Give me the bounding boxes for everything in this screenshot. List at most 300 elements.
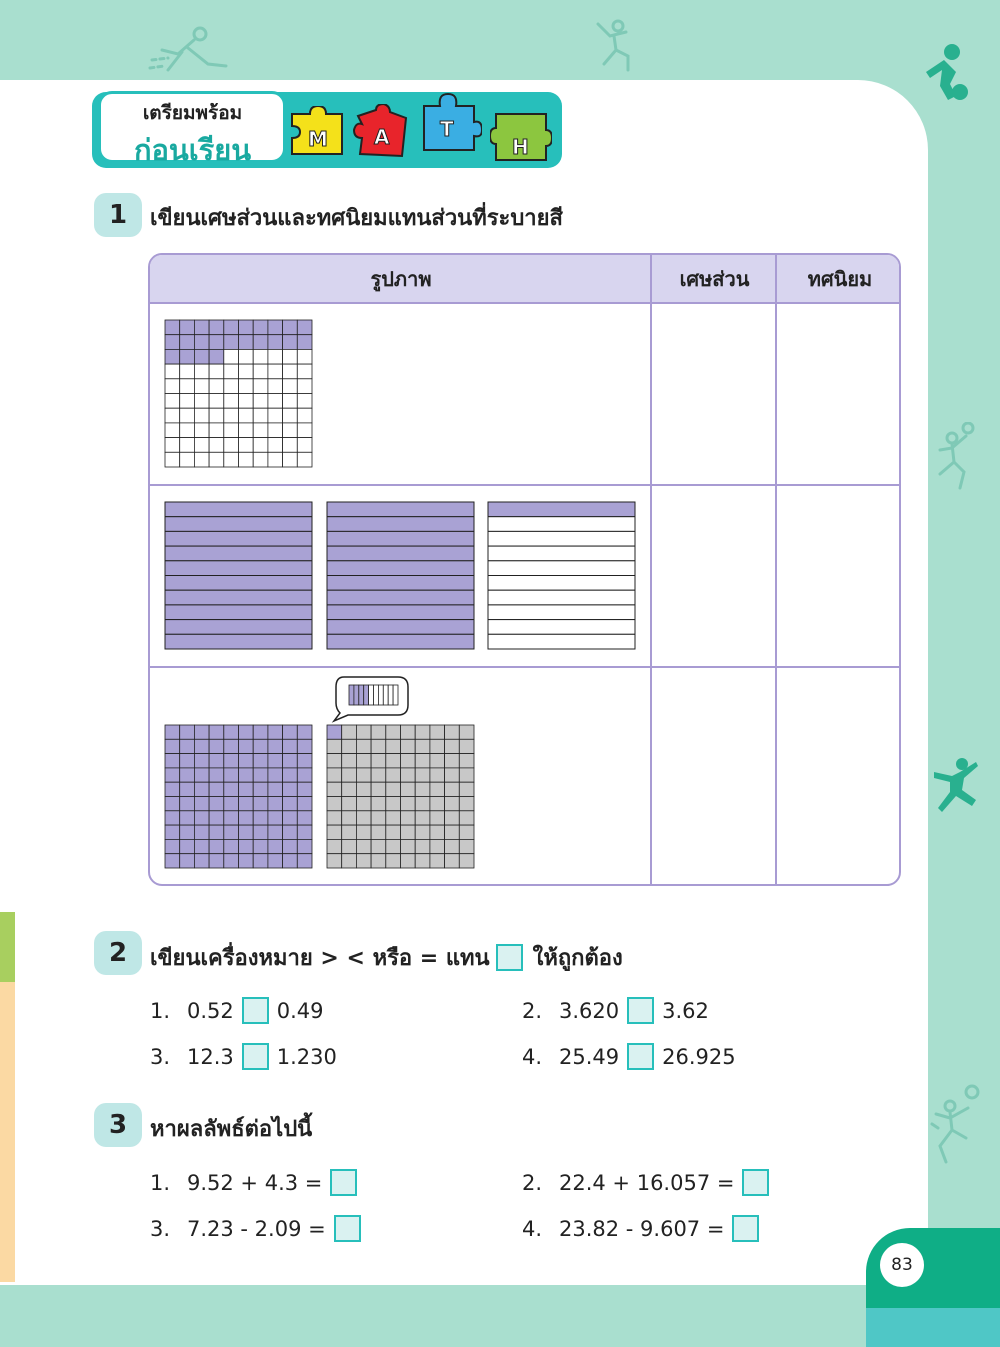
grid-cell bbox=[268, 364, 283, 379]
row3-hundred-grid-full bbox=[164, 724, 313, 869]
grid-cell bbox=[209, 394, 224, 409]
shaded-cell bbox=[194, 349, 209, 364]
grid-cell bbox=[445, 725, 460, 739]
grid-cell bbox=[327, 825, 342, 839]
grid-cell bbox=[180, 438, 195, 453]
shaded-cell bbox=[239, 825, 254, 839]
header-decimal: ทศนิยม bbox=[777, 255, 901, 302]
grid-cell bbox=[327, 797, 342, 811]
puzzle-h-icon bbox=[490, 108, 552, 164]
shaded-strip bbox=[327, 590, 474, 605]
grid-cell bbox=[371, 797, 386, 811]
q3-item-1-answer-box[interactable] bbox=[330, 1169, 357, 1196]
grid-cell bbox=[356, 825, 371, 839]
grid-cell bbox=[386, 725, 401, 739]
q2-item-3-answer-box[interactable] bbox=[242, 1043, 269, 1070]
row2-strip-bar-3 bbox=[487, 501, 636, 650]
grid-cell bbox=[268, 394, 283, 409]
fraction-answer-cell-1[interactable] bbox=[654, 305, 774, 483]
strip bbox=[488, 561, 635, 576]
shaded-cell bbox=[209, 825, 224, 839]
grid-cell bbox=[445, 739, 460, 753]
q2-item-1-left: 0.52 bbox=[187, 998, 234, 1023]
grid-cell bbox=[459, 768, 474, 782]
grid-cell bbox=[342, 739, 357, 753]
shaded-cell bbox=[165, 839, 180, 853]
grid-cell bbox=[283, 364, 298, 379]
shaded-strip bbox=[327, 576, 474, 591]
grid-cell bbox=[253, 349, 268, 364]
shaded-cell bbox=[180, 811, 195, 825]
grid-cell bbox=[297, 438, 312, 453]
grid-cell bbox=[445, 839, 460, 853]
header-subtitle: เตรียมพร้อม bbox=[142, 102, 243, 124]
grid-cell bbox=[194, 394, 209, 409]
shaded-cell bbox=[268, 825, 283, 839]
grid-cell bbox=[239, 438, 254, 453]
shaded-cell bbox=[283, 739, 298, 753]
grid-cell bbox=[371, 811, 386, 825]
shaded-cell bbox=[180, 839, 195, 853]
shaded-strip bbox=[165, 576, 312, 591]
grid-cell bbox=[194, 408, 209, 423]
shaded-cell bbox=[268, 854, 283, 868]
puzzle-a-icon bbox=[352, 104, 412, 162]
grid-cell bbox=[239, 394, 254, 409]
q2-item-1-right: 0.49 bbox=[276, 998, 324, 1023]
strip bbox=[488, 605, 635, 620]
grid-cell bbox=[430, 811, 445, 825]
shaded-cell bbox=[283, 725, 298, 739]
grid-cell bbox=[268, 349, 283, 364]
grid-cell bbox=[297, 364, 312, 379]
grid-cell bbox=[194, 438, 209, 453]
grid-cell bbox=[371, 854, 386, 868]
shaded-cell bbox=[253, 811, 268, 825]
grid-cell bbox=[194, 452, 209, 467]
shaded-cell bbox=[180, 739, 195, 753]
grid-cell bbox=[297, 379, 312, 394]
bottom-band bbox=[0, 1285, 1000, 1347]
decimal-answer-cell-1[interactable] bbox=[779, 305, 901, 483]
shaded-cell bbox=[165, 811, 180, 825]
shaded-cell bbox=[283, 854, 298, 868]
grid-cell bbox=[194, 364, 209, 379]
grid-cell bbox=[459, 725, 474, 739]
q2-item-4-number: 4. bbox=[522, 1044, 543, 1069]
grid-cell bbox=[224, 349, 239, 364]
shaded-cell bbox=[283, 335, 298, 350]
grid-cell bbox=[445, 825, 460, 839]
shaded-cell bbox=[209, 754, 224, 768]
shaded-cell bbox=[239, 854, 254, 868]
grid-cell bbox=[327, 768, 342, 782]
q3-item-3-expression: 7.23 - 2.09 = bbox=[187, 1216, 326, 1241]
shaded-strip bbox=[165, 590, 312, 605]
shaded-cell bbox=[268, 739, 283, 753]
shaded-cell bbox=[239, 725, 254, 739]
shaded-cell bbox=[239, 797, 254, 811]
shaded-cell bbox=[180, 782, 195, 796]
shaded-cell bbox=[209, 854, 224, 868]
shaded-cell bbox=[253, 839, 268, 853]
grid-cell bbox=[401, 797, 416, 811]
shaded-strip bbox=[165, 546, 312, 561]
grid-cell bbox=[268, 452, 283, 467]
grid-cell bbox=[459, 782, 474, 796]
shaded-cell bbox=[180, 349, 195, 364]
grid-cell bbox=[386, 754, 401, 768]
q3-item-1 bbox=[150, 1169, 357, 1196]
shaded-cell bbox=[297, 797, 312, 811]
q2-item-4-left: 25.49 bbox=[559, 1044, 620, 1069]
grid-cell bbox=[209, 364, 224, 379]
row2-strip-bar-2 bbox=[326, 501, 475, 650]
q3-item-2 bbox=[522, 1169, 769, 1196]
shaded-cell bbox=[165, 320, 180, 335]
shaded-cell bbox=[268, 811, 283, 825]
shaded-cell bbox=[253, 797, 268, 811]
grid-cell bbox=[342, 825, 357, 839]
grid-cell bbox=[401, 839, 416, 853]
shaded-cell bbox=[224, 320, 239, 335]
shaded-cell bbox=[165, 768, 180, 782]
question-2-title-pre: เขียนเครื่องหมาย > < หรือ = แทน bbox=[150, 946, 490, 971]
bubble-cell bbox=[359, 685, 364, 705]
grid-cell bbox=[459, 825, 474, 839]
strip bbox=[488, 546, 635, 561]
shaded-strip bbox=[327, 517, 474, 532]
grid-cell bbox=[430, 854, 445, 868]
shaded-cell bbox=[297, 782, 312, 796]
q3-item-2-answer-box[interactable] bbox=[742, 1169, 769, 1196]
bubble-cell bbox=[374, 685, 379, 705]
grid-cell bbox=[386, 854, 401, 868]
grid-cell bbox=[180, 364, 195, 379]
grid-cell bbox=[165, 408, 180, 423]
grid-cell bbox=[386, 768, 401, 782]
question-3-number: 3 bbox=[94, 1103, 142, 1147]
shaded-cell bbox=[224, 811, 239, 825]
shaded-cell bbox=[253, 335, 268, 350]
grid-cell bbox=[297, 394, 312, 409]
grid-cell bbox=[459, 811, 474, 825]
shaded-strip bbox=[165, 502, 312, 517]
grid-cell bbox=[342, 797, 357, 811]
shaded-cell bbox=[253, 854, 268, 868]
grid-cell bbox=[386, 811, 401, 825]
grid-cell bbox=[371, 725, 386, 739]
shaded-cell bbox=[194, 825, 209, 839]
shaded-cell bbox=[209, 797, 224, 811]
player-silhouette-icon bbox=[912, 42, 972, 104]
grid-cell bbox=[459, 739, 474, 753]
shaded-cell bbox=[253, 754, 268, 768]
q3-item-4-expression: 23.82 - 9.607 = bbox=[559, 1216, 725, 1241]
grid-cell bbox=[283, 379, 298, 394]
grid-cell bbox=[401, 754, 416, 768]
grid-cell bbox=[297, 349, 312, 364]
q2-item-4-right: 26.925 bbox=[662, 1044, 736, 1069]
shaded-strip bbox=[327, 605, 474, 620]
grid-cell bbox=[430, 754, 445, 768]
grid-cell bbox=[165, 394, 180, 409]
shaded-cell bbox=[283, 768, 298, 782]
shaded-cell bbox=[239, 768, 254, 782]
grid-cell bbox=[283, 394, 298, 409]
grid-cell bbox=[459, 839, 474, 853]
shaded-cell bbox=[283, 825, 298, 839]
grid-cell bbox=[342, 768, 357, 782]
shaded-cell bbox=[165, 349, 180, 364]
q3-item-3 bbox=[150, 1215, 361, 1242]
shaded-cell bbox=[165, 754, 180, 768]
shaded-cell bbox=[194, 725, 209, 739]
shaded-cell bbox=[180, 725, 195, 739]
grid-cell bbox=[415, 754, 430, 768]
grid-cell bbox=[415, 725, 430, 739]
grid-cell bbox=[239, 379, 254, 394]
q2-item-4 bbox=[522, 1043, 736, 1070]
q2-item-1-answer-box[interactable] bbox=[242, 997, 269, 1024]
shaded-cell bbox=[224, 825, 239, 839]
page-number: 83 bbox=[880, 1243, 924, 1287]
shaded-cell bbox=[297, 839, 312, 853]
grid-cell bbox=[356, 854, 371, 868]
grid-cell bbox=[165, 438, 180, 453]
grid-cell bbox=[430, 839, 445, 853]
shaded-cell bbox=[209, 320, 224, 335]
shaded-cell bbox=[180, 754, 195, 768]
shaded-cell bbox=[239, 811, 254, 825]
shaded-cell bbox=[194, 335, 209, 350]
grid-cell bbox=[268, 423, 283, 438]
grid-cell bbox=[386, 797, 401, 811]
shaded-cell bbox=[283, 754, 298, 768]
question-1-title: เขียนเศษส่วนและทศนิยมแทนส่วนที่ระบายสี bbox=[150, 206, 563, 231]
bubble-cell bbox=[369, 685, 374, 705]
corner-decoration-teal bbox=[866, 1308, 1000, 1347]
grid-cell bbox=[209, 423, 224, 438]
grid-cell bbox=[459, 754, 474, 768]
shaded-cell bbox=[253, 768, 268, 782]
shaded-cell bbox=[209, 782, 224, 796]
decimal-answer-cell-3[interactable] bbox=[779, 669, 901, 885]
shaded-cell bbox=[253, 320, 268, 335]
question-2-title-post: ให้ถูกต้อง bbox=[532, 946, 623, 971]
shaded-cell bbox=[224, 854, 239, 868]
grid-cell bbox=[356, 739, 371, 753]
grid-cell bbox=[239, 364, 254, 379]
shaded-strip bbox=[165, 517, 312, 532]
shaded-cell bbox=[180, 768, 195, 782]
bubble-cell bbox=[383, 685, 388, 705]
question-2-number: 2 bbox=[94, 931, 142, 975]
grid-cell bbox=[430, 739, 445, 753]
grid-cell bbox=[253, 364, 268, 379]
grid-cell bbox=[356, 811, 371, 825]
grid-cell bbox=[327, 754, 342, 768]
grid-cell bbox=[224, 408, 239, 423]
grid-cell bbox=[209, 438, 224, 453]
bubble-cell bbox=[354, 685, 359, 705]
grid-cell bbox=[239, 408, 254, 423]
shaded-cell bbox=[239, 320, 254, 335]
grid-cell bbox=[386, 825, 401, 839]
grid-cell bbox=[239, 452, 254, 467]
q2-item-4-answer-box[interactable] bbox=[627, 1043, 654, 1070]
q3-item-4-number: 4. bbox=[522, 1216, 543, 1241]
shaded-cell bbox=[180, 854, 195, 868]
q3-item-3-number: 3. bbox=[150, 1216, 171, 1241]
shaded-strip bbox=[327, 546, 474, 561]
grid-cell bbox=[430, 725, 445, 739]
grid-cell bbox=[371, 754, 386, 768]
grid-cell bbox=[224, 452, 239, 467]
shaded-cell bbox=[268, 782, 283, 796]
grid-cell bbox=[342, 811, 357, 825]
strip bbox=[488, 517, 635, 532]
grid-cell bbox=[356, 754, 371, 768]
shaded-cell bbox=[194, 320, 209, 335]
question-2-title bbox=[150, 940, 623, 975]
grid-cell bbox=[327, 811, 342, 825]
q3-item-1-expression: 9.52 + 4.3 = bbox=[187, 1170, 323, 1195]
speech-bubble-strip bbox=[348, 684, 399, 706]
shaded-cell bbox=[224, 782, 239, 796]
grid-cell bbox=[224, 423, 239, 438]
grid-cell bbox=[415, 839, 430, 853]
shaded-cell bbox=[283, 839, 298, 853]
shaded-cell bbox=[239, 739, 254, 753]
grid-cell bbox=[253, 394, 268, 409]
puzzle-m-letter: M bbox=[308, 127, 328, 151]
strip bbox=[488, 576, 635, 591]
shaded-cell bbox=[194, 854, 209, 868]
shaded-cell bbox=[194, 754, 209, 768]
q3-item-3-answer-box[interactable] bbox=[334, 1215, 361, 1242]
shaded-cell bbox=[209, 725, 224, 739]
grid-cell bbox=[445, 754, 460, 768]
row3-hundred-grid-partial bbox=[326, 724, 475, 869]
grid-cell bbox=[401, 725, 416, 739]
shaded-cell bbox=[194, 768, 209, 782]
row2-strip-bar-1 bbox=[164, 501, 313, 650]
grid-cell bbox=[415, 768, 430, 782]
shaded-cell bbox=[224, 725, 239, 739]
grid-cell bbox=[459, 797, 474, 811]
grid-cell bbox=[327, 739, 342, 753]
jumping-figure-icon bbox=[594, 18, 638, 74]
grid-cell bbox=[268, 408, 283, 423]
grid-cell bbox=[194, 379, 209, 394]
q3-item-4-answer-box[interactable] bbox=[732, 1215, 759, 1242]
grid-cell bbox=[297, 408, 312, 423]
grid-cell bbox=[253, 438, 268, 453]
shaded-cell bbox=[165, 854, 180, 868]
shaded-cell bbox=[268, 320, 283, 335]
shaded-cell bbox=[194, 782, 209, 796]
q2-item-3-right: 1.230 bbox=[276, 1044, 337, 1069]
fraction-answer-cell-3[interactable] bbox=[654, 669, 774, 885]
q2-item-2-answer-box[interactable] bbox=[627, 997, 654, 1024]
grid-cell bbox=[283, 408, 298, 423]
shaded-cell bbox=[194, 739, 209, 753]
shaded-cell bbox=[194, 797, 209, 811]
q2-item-2-right: 3.62 bbox=[662, 998, 709, 1023]
bubble-cell bbox=[393, 685, 398, 705]
q3-item-2-number: 2. bbox=[522, 1170, 543, 1195]
grid-cell bbox=[415, 782, 430, 796]
shaded-cell bbox=[165, 797, 180, 811]
grid-cell bbox=[430, 825, 445, 839]
grid-cell bbox=[371, 839, 386, 853]
grid-cell bbox=[445, 811, 460, 825]
grid-cell bbox=[386, 839, 401, 853]
shaded-cell bbox=[209, 335, 224, 350]
shaded-cell bbox=[180, 825, 195, 839]
shaded-cell bbox=[194, 839, 209, 853]
jumping-player-icon bbox=[930, 756, 982, 818]
grid-cell bbox=[268, 438, 283, 453]
shaded-cell bbox=[209, 811, 224, 825]
shaded-cell bbox=[297, 768, 312, 782]
shaded-cell bbox=[268, 768, 283, 782]
grid-cell bbox=[268, 379, 283, 394]
bubble-cell bbox=[364, 685, 369, 705]
header-title: ก่อนเรียน bbox=[133, 133, 252, 167]
grid-cell bbox=[194, 423, 209, 438]
grid-cell bbox=[401, 825, 416, 839]
kicking-player-icon bbox=[928, 1084, 984, 1166]
q2-item-3-number: 3. bbox=[150, 1044, 171, 1069]
bubble-cell bbox=[378, 685, 383, 705]
shaded-cell bbox=[297, 335, 312, 350]
shaded-strip bbox=[165, 531, 312, 546]
row-divider bbox=[150, 666, 901, 668]
shaded-cell bbox=[239, 335, 254, 350]
decimal-answer-cell-2[interactable] bbox=[779, 487, 901, 665]
q2-item-3-left: 12.3 bbox=[187, 1044, 234, 1069]
grid-cell bbox=[239, 423, 254, 438]
grid-cell bbox=[165, 423, 180, 438]
bubble-cell bbox=[349, 685, 354, 705]
shaded-cell bbox=[268, 335, 283, 350]
grid-cell bbox=[180, 423, 195, 438]
grid-cell bbox=[165, 364, 180, 379]
shaded-strip bbox=[488, 502, 635, 517]
shaded-cell bbox=[165, 825, 180, 839]
grid-cell bbox=[430, 797, 445, 811]
grid-cell bbox=[371, 739, 386, 753]
shaded-cell bbox=[253, 825, 268, 839]
shaded-cell bbox=[180, 335, 195, 350]
side-tab-green bbox=[0, 912, 15, 982]
grid-cell bbox=[430, 768, 445, 782]
puzzle-t-letter: T bbox=[440, 117, 454, 141]
q2-item-3 bbox=[150, 1043, 337, 1070]
grid-cell bbox=[356, 782, 371, 796]
shaded-strip bbox=[165, 605, 312, 620]
fraction-answer-cell-2[interactable] bbox=[654, 487, 774, 665]
grid-cell bbox=[180, 379, 195, 394]
grid-cell bbox=[253, 408, 268, 423]
shaded-cell bbox=[180, 797, 195, 811]
grid-cell bbox=[459, 854, 474, 868]
shaded-cell bbox=[180, 320, 195, 335]
shaded-cell bbox=[209, 768, 224, 782]
grid-cell bbox=[415, 854, 430, 868]
